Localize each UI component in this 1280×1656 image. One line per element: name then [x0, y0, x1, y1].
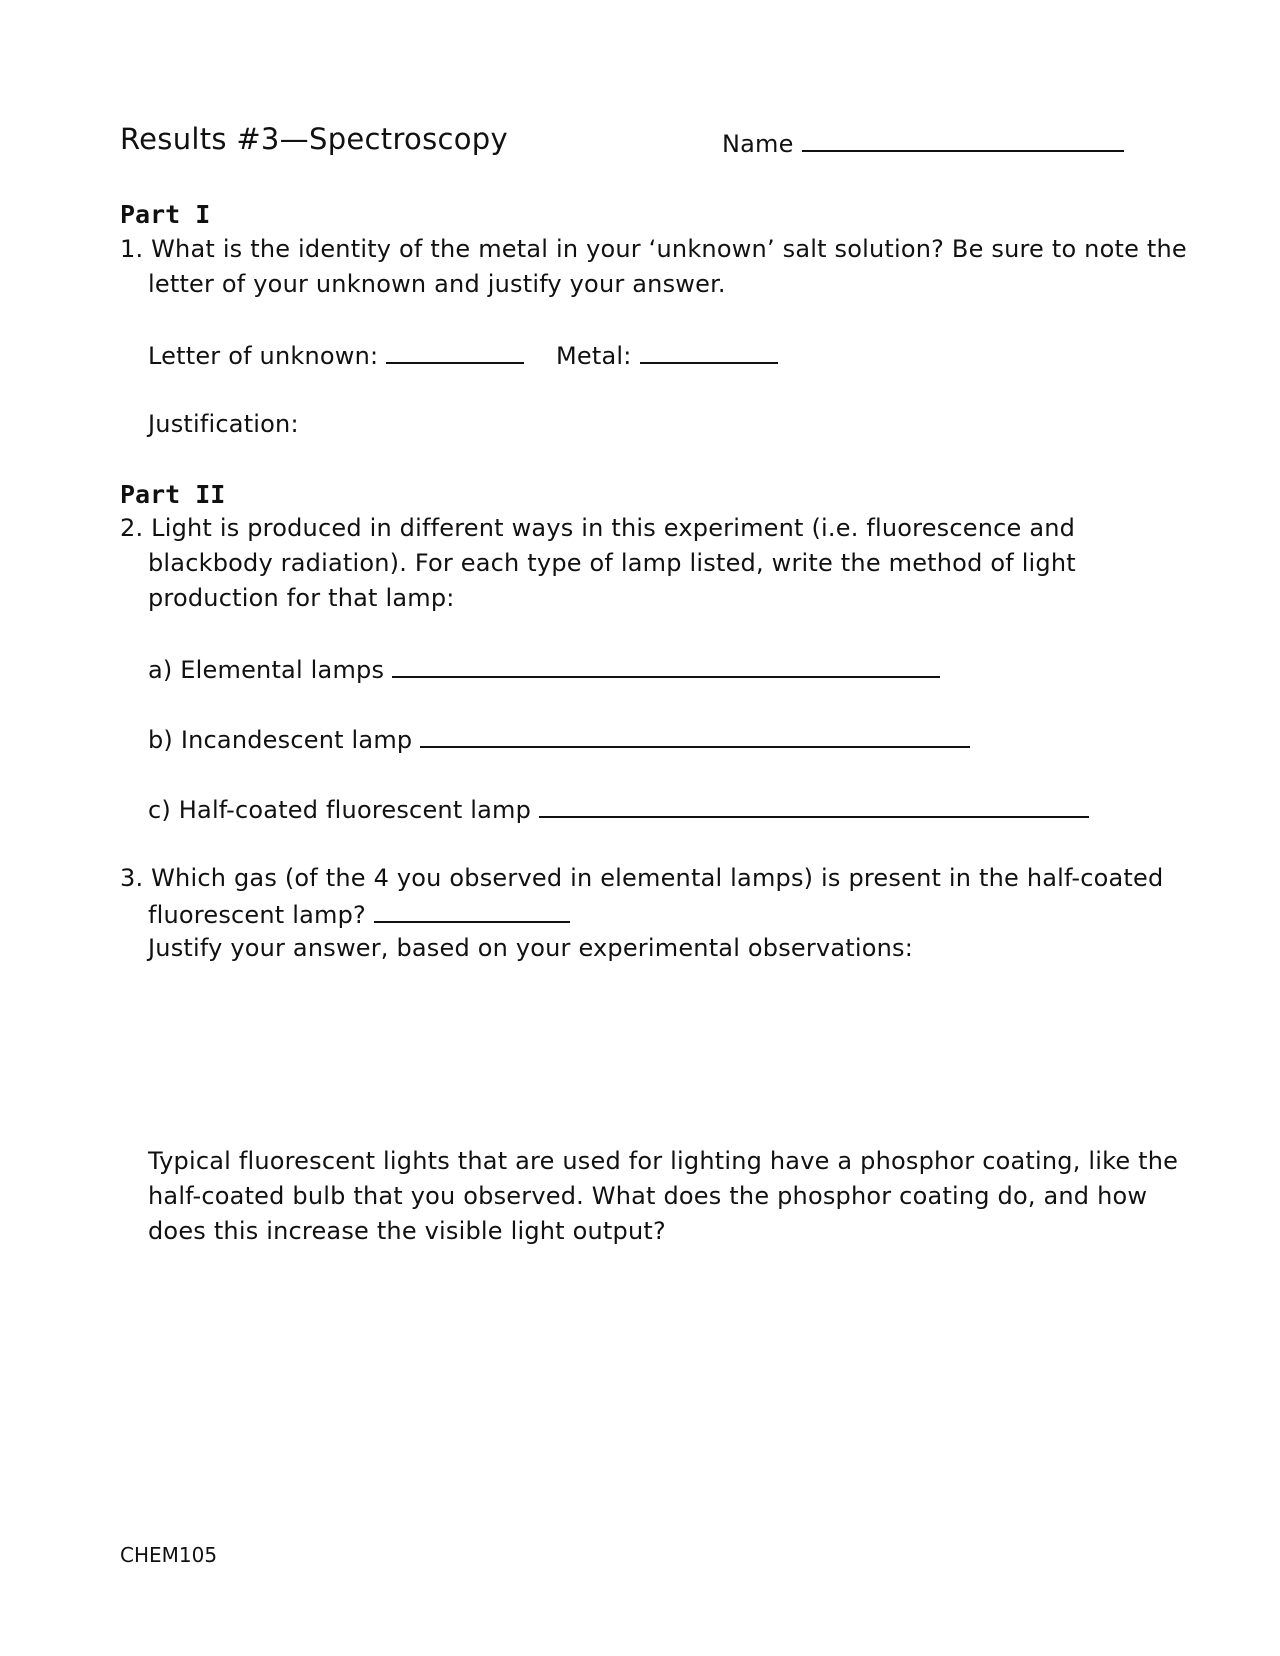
lamp-b-field — [148, 724, 970, 754]
name-label: Name — [722, 130, 794, 158]
q2-line1: 2. Light is produced in different ways in this experiment (i.e. fluorescence and — [120, 514, 1076, 542]
metal-field — [556, 340, 778, 370]
justification-label: Justification: — [148, 410, 299, 438]
lamp-c-field — [148, 794, 1089, 824]
q3-line1: 3. Which gas (of the 4 you observed in elemental lamps) is present in the half-coated — [120, 864, 1164, 892]
q2-line2: blackbody radiation). For each type of lamp listed, write the method of light — [148, 549, 1076, 577]
q1-line1: 1. What is the identity of the metal in your ‘unknown’ salt solution? Be sure to note the — [120, 235, 1187, 263]
lamp-c-label: c) Half-coated fluorescent lamp — [148, 796, 532, 824]
q4-line1: Typical fluorescent lights that are used for lighting have a phosphor coating, like the — [148, 1147, 1179, 1175]
name-field — [722, 128, 1124, 158]
part2-heading: Part II — [120, 480, 226, 509]
lamp-c-blank[interactable] — [539, 794, 1089, 818]
q3-line2: fluorescent lamp? — [148, 901, 366, 929]
lamp-b-label: b) Incandescent lamp — [148, 726, 413, 754]
q4-line3: does this increase the visible light output? — [148, 1217, 666, 1245]
q3-line3: Justify your answer, based on your experimental observations: — [148, 934, 914, 962]
lamp-b-blank[interactable] — [420, 724, 970, 748]
letter-blank[interactable] — [386, 340, 524, 364]
part1-heading: Part I — [120, 200, 211, 229]
metal-blank[interactable] — [640, 340, 778, 364]
metal-label: Metal: — [556, 342, 632, 370]
letter-label: Letter of unknown: — [148, 342, 379, 370]
q1-line2: letter of your unknown and justify your answer. — [148, 270, 726, 298]
q4-line2: half-coated bulb that you observed. What does the phosphor coating do, and how — [148, 1182, 1148, 1210]
page-title: Results #3—Spectroscopy — [120, 122, 508, 156]
q3-gas-field — [148, 899, 570, 929]
letter-field — [148, 340, 524, 370]
q2-line3: production for that lamp: — [148, 584, 455, 612]
name-blank[interactable] — [802, 128, 1124, 152]
lamp-a-field — [148, 654, 940, 684]
gas-blank[interactable] — [374, 899, 570, 923]
footer-course: CHEM105 — [120, 1543, 218, 1567]
lamp-a-label: a) Elemental lamps — [148, 656, 385, 684]
lamp-a-blank[interactable] — [392, 654, 940, 678]
